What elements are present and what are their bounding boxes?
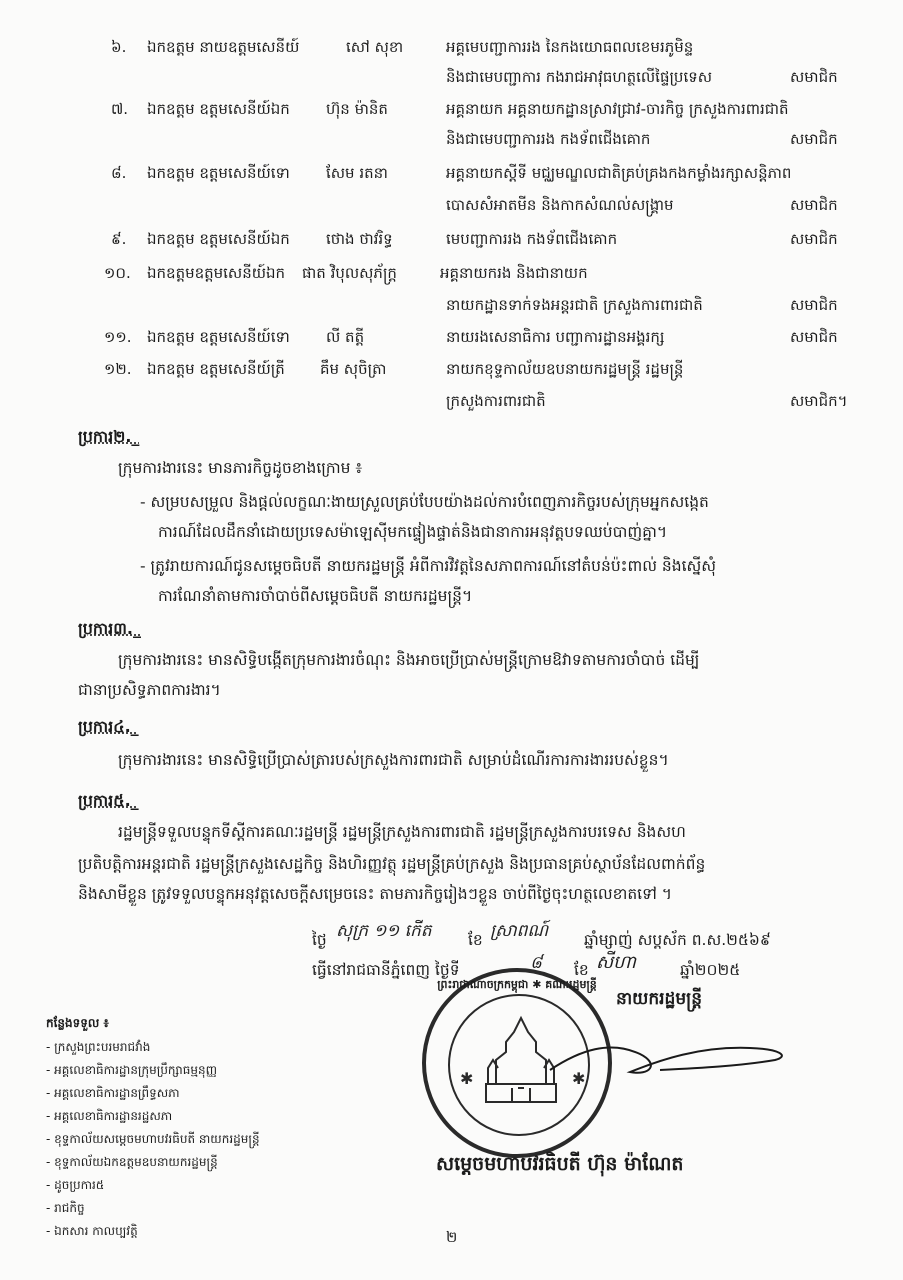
member-role: បោសសំអាតមីន និងកាកសំណល់សង្គ្រាម [446, 196, 674, 214]
temple-door [512, 1088, 530, 1102]
member-name: ហ៊ុន ម៉ានិត [326, 100, 388, 118]
member-title: ឯកឧត្តម ឧត្តមសេនីយ៍ឯក [147, 230, 290, 248]
member-status: សមាជិក [790, 68, 838, 86]
svg-text:✱: ✱ [460, 1069, 474, 1088]
recipient-item: - ឯកសារ កាលប្បវត្តិ [46, 1224, 138, 1238]
member-title: ឯកឧត្តម នាយឧត្តមសេនីយ៍ [147, 38, 300, 56]
member-name: ផាត វិបុលសុភ័ក្ត្រ [302, 264, 397, 282]
member-role: នាយរងសេនាធិការ បញ្ជាការដ្ឋានអង្គរក្ស [446, 328, 665, 346]
date-place: ធ្វើនៅរាជធានីភ្នំពេញ ថ្ងៃទី [312, 961, 460, 979]
recipient-item: - អគ្គលេខាធិការដ្ឋានក្រុមប្រឹក្សាធម្មនុញ្ញ [46, 1063, 218, 1077]
article-2-bullet: - សម្របសម្រួល និងផ្តល់លក្ខណៈងាយស្រួលគ្រប់បែបយ៉ាងដល់ការបំពេញភារកិច្ចរបស់ក្រុមអ្នកសង្កេត [140, 493, 709, 511]
date-month-handwritten-2: សីហា [596, 952, 636, 973]
recipient-item: - ខុទ្ទកាល័យឯកឧត្តមឧបនាយករដ្ឋមន្ត្រី [46, 1155, 218, 1169]
date-month-label-2: ខែ [574, 961, 589, 979]
member-status: សមាជិក។ [790, 392, 848, 410]
signature [540, 1030, 800, 1090]
member-num: ១១. [104, 328, 132, 346]
member-title: ឯកឧត្តមឧត្តមសេនីយ៍ឯក [147, 264, 286, 282]
recipient-item: - ដូចប្រការ៥ [46, 1178, 105, 1192]
member-role: មេបញ្ជាការរង កងទ័ពជើងគោក [446, 230, 618, 248]
date-day-number: ៨ [530, 953, 543, 973]
date-day-handwritten: សុក្រ ១១ កើត [336, 921, 432, 941]
svg-text:✱: ✱ [572, 1069, 586, 1088]
member-num: ១០. [104, 264, 131, 282]
member-role: ក្រសួងការពារជាតិ [446, 392, 546, 410]
article-2-intro: ក្រុមការងារនេះ មានភារកិច្ចដូចខាងក្រោម ៖ [118, 459, 363, 477]
member-role: អគ្គមេបញ្ជាការរង នៃកងយោធពលខេមរភូមិន្ទ [446, 38, 694, 56]
member-num: ៦. [111, 38, 127, 56]
member-name: គឹម សុចិត្រា [320, 360, 387, 378]
article-5-text: រដ្ឋមន្ត្រីទទួលបន្ទុកទីស្តីការគណៈរដ្ឋមន្ត្រី រដ្ឋមន្ត្រីក្រសួងការពារជាតិ រដ្ឋមន្ត្រីក្រសួងការបរទេស និងសហ [118, 823, 686, 841]
article-2-bullet: - ត្រូវរាយការណ៍ជូនសម្តេចធិបតី នាយករដ្ឋមន្ត្រី អំពីការវិវត្តនៃសភាពការណ៍នៅតំបន់ប៉ះពាល់ និងស្នើសុំ [140, 557, 717, 575]
seal-inscription: ព្រះរាជាណាចក្រកម្ពុជា ✱ គណៈរដ្ឋមន្ត្រី [437, 978, 597, 991]
page-number: ២ [446, 1228, 458, 1246]
article-4-heading: ប្រការ៤._ [78, 717, 139, 736]
article-5-text: និងសាមីខ្លួន ត្រូវទទួលបន្ទុកអនុវត្តសេចក្តីសម្រេចនេះ តាមភារកិច្ចរៀងៗខ្លួន ចាប់ពីថ្ងៃចុះហត្ថលេខាតទៅ ។ [78, 885, 672, 903]
member-status: សមាជិក [790, 196, 838, 214]
article-3-heading: ប្រការ៣._ [78, 619, 141, 638]
recipient-item: - អគ្គលេខាធិការដ្ឋានរដ្ឋសភា [46, 1109, 173, 1123]
recipient-item: - អគ្គលេខាធិការដ្ឋានព្រឹទ្ធសភា [46, 1086, 180, 1100]
member-status: សមាជិក [790, 230, 838, 248]
member-title: ឯកឧត្តម ឧត្តមសេនីយ៍ទោ [147, 164, 290, 182]
member-role: អគ្គនាយក អគ្គនាយកដ្ឋានស្រាវជ្រាវ-ចារកិច្ច ក្រសួងការពារជាតិ [446, 100, 789, 118]
article-2-bullet: ការណ៍ដែលដឹកនាំដោយប្រទេសម៉ាឡេស៊ីមកផ្ទៀងផ្ទាត់និងជានាការអនុវត្តបទឈប់បាញ់គ្នា។ [158, 523, 668, 541]
date-year-text: ឆ្នាំម្សាញ់ សប្តស័ក ព.ស.២៥៦៩ [584, 931, 771, 949]
member-status: សមាជិក [790, 296, 838, 314]
member-num: ៧. [111, 100, 129, 118]
temple-tower-shape [496, 1018, 546, 1084]
member-title: ឯកឧត្តម ឧត្តមសេនីយ៍ឯក [147, 100, 290, 118]
date-month-label: ខែ [468, 931, 483, 949]
article-5-heading: ប្រការ៥._ [78, 791, 139, 810]
article-2-heading: ប្រការ២._ [78, 427, 140, 446]
member-status: សមាជិក [790, 328, 838, 346]
member-name: សែម រតនា [326, 164, 388, 182]
member-role: អគ្គនាយកស្តីទី មជ្ឈមណ្ឌលជាតិគ្រប់គ្រងកងកម្លាំងរក្សាសន្តិភាព [446, 164, 792, 182]
member-num: ៨. [111, 164, 127, 182]
member-role: និងជាមេបញ្ជាការ កងរាជអាវុធហត្ថលើផ្ទៃប្រទេស [446, 68, 713, 86]
recipient-item: - ក្រសួងព្រះបរមរាជវាំង [46, 1040, 151, 1054]
member-role: នាយកដ្ឋានទាក់ទងអន្តរជាតិ ក្រសួងការពារជាតិ [446, 296, 703, 314]
recipient-item: - រាជកិច្ច [46, 1201, 85, 1215]
signer-title: នាយករដ្ឋមន្ត្រី [616, 989, 702, 1009]
signer-name: សម្តេចមហាបវរធិបតី ហ៊ុន ម៉ាណែត [436, 1153, 684, 1175]
member-role: អគ្គនាយករង និងជានាយក [440, 264, 588, 282]
article-4-text: ក្រុមការងារនេះ មានសិទ្ធិប្រើប្រាស់ត្រារបស់ក្រសួងការពារជាតិ សម្រាប់ដំណើរការការងាររបស់ខ្លួន។ [118, 751, 669, 769]
member-num: ៩. [111, 230, 127, 248]
article-3-text: ជានាប្រសិទ្ធភាពការងារ។ [78, 681, 221, 699]
member-name: ថោង ថាវរិទ្ធ [326, 230, 393, 248]
member-role: និងជាមេបញ្ជាការរង កងទ័ពជើងគោក [446, 130, 651, 148]
date-month-handwritten: ស្រាពណ៍ [490, 921, 549, 941]
recipient-item: - ខុទ្ទកាល័យសម្តេចមហាបវរធិបតី នាយករដ្ឋមន្ត្រី [46, 1132, 260, 1146]
article-2-bullet: ការណែនាំតាមការចាំបាច់ពីសម្តេចធិបតី នាយករដ្ឋមន្ត្រី។ [158, 587, 473, 605]
member-title: ឯកឧត្តម ឧត្តមសេនីយ៍ទោ [147, 328, 290, 346]
member-name: លី តត្តី [326, 328, 365, 346]
article-5-text: ប្រតិបត្តិការអន្តរជាតិ រដ្ឋមន្ត្រីក្រសួងសេដ្ឋកិច្ច និងហិរញ្ញវត្ថុ រដ្ឋមន្ត្រីគ្រប់ក្រសួង និងប្រធានគ្រប់ស្ថាប័នដែលពាក់ព័ន្ធ [78, 855, 706, 873]
date-year: ឆ្នាំ២០២៥ [680, 961, 741, 979]
member-role: នាយកខុទ្ទកាល័យឧបនាយករដ្ឋមន្ត្រី រដ្ឋមន្ត្រី [446, 360, 684, 378]
recipients-title: កន្លែងទទួល ៖ [46, 1016, 109, 1030]
member-status: សមាជិក [790, 130, 838, 148]
member-num: ១២. [104, 360, 132, 378]
member-title: ឯកឧត្តម ឧត្តមសេនីយ៍ត្រី [147, 360, 285, 378]
date-day-label: ថ្ងៃ [312, 931, 327, 949]
article-3-text: ក្រុមការងារនេះ មានសិទ្ធិបង្កើតក្រុមការងារចំណុះ និងអាចប្រើប្រាស់មន្ត្រីក្រោមឱវាទតាមការចាំបាច់ ដើម្បី [118, 651, 700, 669]
member-name: សៅ សុខា [346, 38, 404, 56]
